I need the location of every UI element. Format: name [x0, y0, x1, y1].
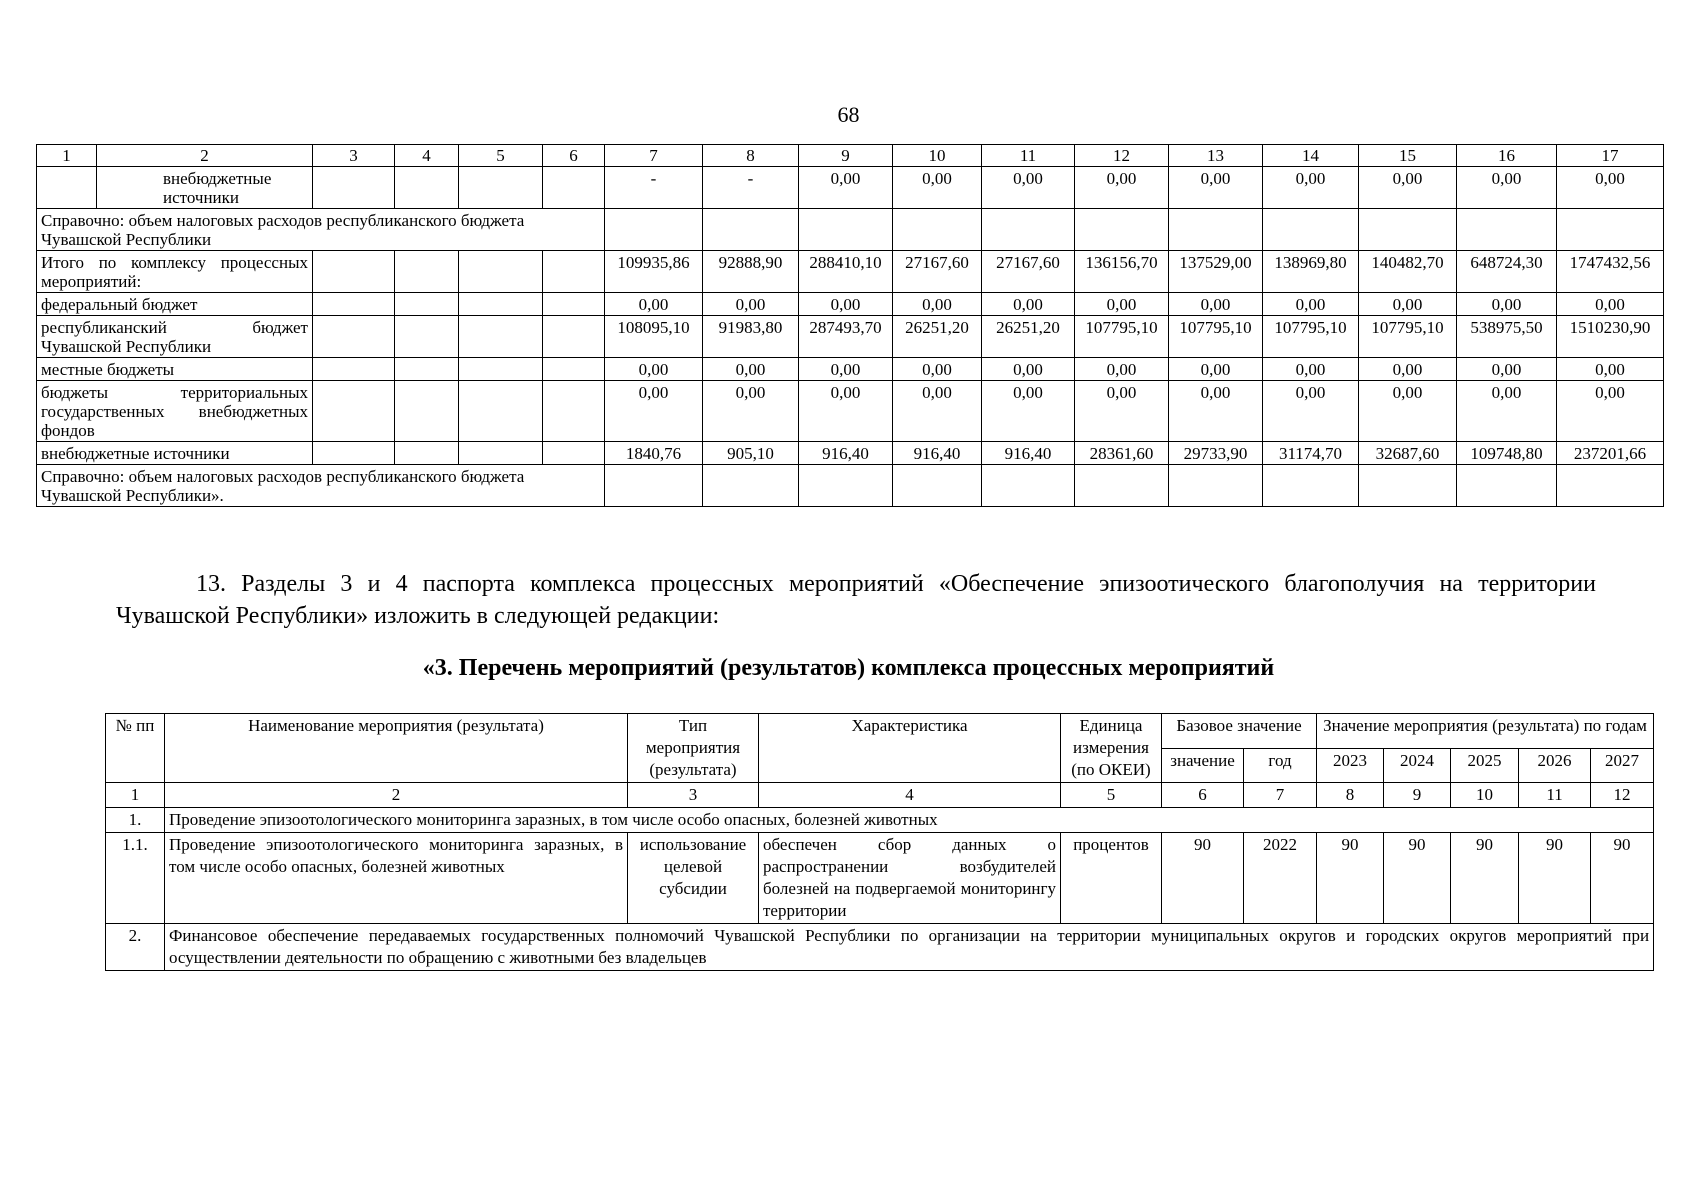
empty-cell	[313, 293, 395, 316]
table-row	[37, 381, 1664, 442]
empty-cell	[459, 358, 543, 381]
empty-cell	[1263, 209, 1359, 251]
empty-cell	[459, 442, 543, 465]
year-value: 90	[1384, 833, 1451, 924]
value-cell: 0,00	[1263, 293, 1359, 316]
value-cell: 0,00	[893, 381, 982, 442]
value-cell: 0,00	[1457, 358, 1557, 381]
empty-cell	[395, 251, 459, 293]
column-number: 7	[1244, 783, 1317, 808]
value-cell: 0,00	[1557, 167, 1664, 209]
value-cell: 0,00	[1557, 293, 1664, 316]
header-type: Тип мероприятия (результата)	[628, 714, 759, 783]
measure-type: использование целевой субсидии	[628, 833, 759, 924]
column-number: 10	[1451, 783, 1519, 808]
empty-cell	[459, 316, 543, 358]
table-row	[37, 251, 1664, 293]
value-cell: 140482,70	[1359, 251, 1457, 293]
row-label: местные бюджеты	[37, 358, 313, 381]
value-cell: 91983,80	[703, 316, 799, 358]
empty-cell	[982, 465, 1075, 507]
value-cell: 0,00	[1075, 381, 1169, 442]
empty-cell	[395, 316, 459, 358]
value-cell: 107795,10	[1075, 316, 1169, 358]
empty-cell	[313, 316, 395, 358]
value-cell: 538975,50	[1457, 316, 1557, 358]
reference-row	[37, 209, 1664, 251]
value-cell: 0,00	[1075, 167, 1169, 209]
value-cell: 28361,60	[1075, 442, 1169, 465]
reference-note: Справочно: объем налоговых расходов республиканского бюджета Чувашской Республики».	[37, 465, 605, 507]
header-base-value: значение	[1162, 748, 1244, 783]
empty-cell	[1557, 465, 1664, 507]
column-number: 3	[628, 783, 759, 808]
row-number: 1.	[106, 808, 165, 833]
value-cell: -	[703, 167, 799, 209]
value-cell: 0,00	[1263, 167, 1359, 209]
value-cell: 288410,10	[799, 251, 893, 293]
column-number: 8	[703, 145, 799, 167]
column-number: 4	[395, 145, 459, 167]
empty-cell	[982, 209, 1075, 251]
value-cell: 27167,60	[893, 251, 982, 293]
empty-cell	[313, 167, 395, 209]
empty-cell	[1557, 209, 1664, 251]
empty-cell	[893, 209, 982, 251]
empty-cell	[37, 167, 97, 209]
page-number: 68	[837, 102, 860, 127]
column-number: 7	[605, 145, 703, 167]
value-cell: 916,40	[799, 442, 893, 465]
header-no: № пп	[106, 714, 165, 783]
value-cell: 0,00	[1457, 167, 1557, 209]
value-cell: 1747432,56	[1557, 251, 1664, 293]
measure-unit: процентов	[1061, 833, 1162, 924]
value-cell: 108095,10	[605, 316, 703, 358]
empty-cell	[1263, 465, 1359, 507]
empty-cell	[799, 465, 893, 507]
empty-cell	[1075, 209, 1169, 251]
column-number: 9	[1384, 783, 1451, 808]
empty-cell	[395, 358, 459, 381]
column-number: 11	[982, 145, 1075, 167]
value-cell: 905,10	[703, 442, 799, 465]
empty-cell	[543, 251, 605, 293]
value-cell: 29733,90	[1169, 442, 1263, 465]
value-cell: 92888,90	[703, 251, 799, 293]
table-row	[37, 167, 1664, 209]
value-cell: 0,00	[799, 381, 893, 442]
value-cell: 648724,30	[1457, 251, 1557, 293]
value-cell: 0,00	[799, 167, 893, 209]
empty-cell	[313, 381, 395, 442]
value-cell: 237201,66	[1557, 442, 1664, 465]
value-cell: 0,00	[982, 358, 1075, 381]
empty-cell	[543, 293, 605, 316]
header-year: 2024	[1384, 748, 1451, 783]
reference-row	[37, 465, 1664, 507]
empty-cell	[543, 381, 605, 442]
value-cell: 916,40	[893, 442, 982, 465]
table-row	[37, 293, 1664, 316]
value-cell: 0,00	[703, 381, 799, 442]
value-cell: 1840,76	[605, 442, 703, 465]
empty-cell	[543, 358, 605, 381]
value-cell: 0,00	[605, 293, 703, 316]
column-number: 17	[1557, 145, 1664, 167]
value-cell: 107795,10	[1359, 316, 1457, 358]
value-cell: 0,00	[703, 358, 799, 381]
header-year: 2025	[1451, 748, 1519, 783]
value-cell: 0,00	[982, 167, 1075, 209]
row-label: республиканский бюджет Чувашской Республики	[37, 316, 313, 358]
column-number: 2	[165, 783, 628, 808]
column-number: 16	[1457, 145, 1557, 167]
value-cell: 137529,00	[1169, 251, 1263, 293]
header-year: 2023	[1317, 748, 1384, 783]
value-cell: 0,00	[1169, 293, 1263, 316]
table-row	[37, 316, 1664, 358]
column-number-row	[106, 783, 1654, 808]
value-cell: 107795,10	[1263, 316, 1359, 358]
empty-cell	[1169, 465, 1263, 507]
value-cell: 0,00	[703, 293, 799, 316]
empty-cell	[459, 381, 543, 442]
value-cell: 0,00	[1169, 381, 1263, 442]
column-number: 8	[1317, 783, 1384, 808]
empty-cell	[1359, 209, 1457, 251]
column-number: 4	[759, 783, 1061, 808]
column-number: 14	[1263, 145, 1359, 167]
column-number: 11	[1519, 783, 1591, 808]
value-cell: 109935,86	[605, 251, 703, 293]
header-base: Базовое значение	[1162, 714, 1317, 749]
empty-cell	[1457, 209, 1557, 251]
row-number: 1.1.	[106, 833, 165, 924]
value-cell: 0,00	[1557, 381, 1664, 442]
value-cell: 136156,70	[1075, 251, 1169, 293]
value-cell: 27167,60	[982, 251, 1075, 293]
value-cell: 0,00	[1359, 293, 1457, 316]
value-cell: 0,00	[1359, 167, 1457, 209]
column-number: 6	[1162, 783, 1244, 808]
section-row	[106, 808, 1654, 833]
section-row	[106, 924, 1654, 971]
value-cell: 916,40	[982, 442, 1075, 465]
value-cell: 1510230,90	[1557, 316, 1664, 358]
value-cell: 0,00	[1169, 167, 1263, 209]
header-name: Наименование мероприятия (результата)	[165, 714, 628, 783]
value-cell: 0,00	[1075, 293, 1169, 316]
empty-cell	[1457, 465, 1557, 507]
empty-cell	[1169, 209, 1263, 251]
empty-cell	[459, 293, 543, 316]
year-value: 90	[1317, 833, 1384, 924]
value-cell: 0,00	[982, 293, 1075, 316]
value-cell: 107795,10	[1169, 316, 1263, 358]
value-cell: 0,00	[893, 167, 982, 209]
value-cell: 0,00	[1263, 358, 1359, 381]
empty-cell	[313, 358, 395, 381]
header-unit: Единица измерения (по ОКЕИ)	[1061, 714, 1162, 783]
column-number: 1	[37, 145, 97, 167]
empty-cell	[1075, 465, 1169, 507]
column-number: 12	[1591, 783, 1654, 808]
column-number: 3	[313, 145, 395, 167]
measure-characteristic: обеспечен сбор данных о распространении возбудителей болезней на подвергаемой мониторингу территории	[759, 833, 1061, 924]
value-cell: 0,00	[1359, 358, 1457, 381]
value-cell: 0,00	[1169, 358, 1263, 381]
value-cell: 0,00	[1457, 381, 1557, 442]
empty-cell	[543, 442, 605, 465]
value-cell: 0,00	[605, 358, 703, 381]
year-value: 90	[1519, 833, 1591, 924]
column-number: 6	[543, 145, 605, 167]
value-cell: 109748,80	[1457, 442, 1557, 465]
value-cell: 0,00	[799, 293, 893, 316]
header-base-year: год	[1244, 748, 1317, 783]
measures-table	[105, 713, 1654, 971]
empty-cell	[395, 381, 459, 442]
measure-name: Проведение эпизоотологического мониторинга заразных, в том числе особо опасных, болезней животных	[165, 833, 628, 924]
reference-note: Справочно: объем налоговых расходов республиканского бюджета Чувашской Республики	[37, 209, 605, 251]
empty-cell	[395, 167, 459, 209]
section-title: Проведение эпизоотологического мониторинга заразных, в том числе особо опасных, болезней животных	[165, 808, 1654, 833]
empty-cell	[605, 465, 703, 507]
value-cell: 0,00	[1457, 293, 1557, 316]
empty-cell	[703, 465, 799, 507]
table-row	[37, 358, 1664, 381]
value-cell: 0,00	[893, 358, 982, 381]
base-year: 2022	[1244, 833, 1317, 924]
column-number-row	[37, 145, 1664, 167]
value-cell: 26251,20	[982, 316, 1075, 358]
row-number: 2.	[106, 924, 165, 971]
year-value: 90	[1451, 833, 1519, 924]
row-label: Итого по комплексу процессных мероприятий:	[37, 251, 313, 293]
empty-cell	[395, 442, 459, 465]
column-number: 2	[97, 145, 313, 167]
empty-cell	[1359, 465, 1457, 507]
table-row	[106, 833, 1654, 924]
header-characteristic: Характеристика	[759, 714, 1061, 783]
empty-cell	[543, 167, 605, 209]
column-number: 5	[459, 145, 543, 167]
table-row	[37, 442, 1664, 465]
empty-cell	[313, 442, 395, 465]
section-heading: «3. Перечень мероприятий (результатов) комплекса процессных мероприятий	[422, 655, 1275, 681]
section-title: Финансовое обеспечение передаваемых государственных полномочий Чувашской Республики по организации на территории муниципальных округов и городских округов мероприятий при осуществлении деятельности по обращению с животными без владельцев	[165, 924, 1654, 971]
empty-cell	[605, 209, 703, 251]
value-cell: 138969,80	[1263, 251, 1359, 293]
base-value: 90	[1162, 833, 1244, 924]
row-label: бюджеты территориальных государственных внебюджетных фондов	[37, 381, 313, 442]
header-row	[106, 714, 1654, 749]
value-cell: 0,00	[605, 381, 703, 442]
column-number: 12	[1075, 145, 1169, 167]
row-label: внебюджетные источники	[37, 442, 313, 465]
column-number: 5	[1061, 783, 1162, 808]
empty-cell	[703, 209, 799, 251]
value-cell: 0,00	[1263, 381, 1359, 442]
empty-cell	[459, 167, 543, 209]
amendment-paragraph: 13. Разделы 3 и 4 паспорта комплекса процессных мероприятий «Обеспечение эпизоотического благополучия на территории Чувашской Республики» изложить в следующей редакции:	[116, 571, 1596, 629]
value-cell: 26251,20	[893, 316, 982, 358]
value-cell: 0,00	[893, 293, 982, 316]
year-value: 90	[1591, 833, 1654, 924]
value-cell: -	[605, 167, 703, 209]
header-year: 2027	[1591, 748, 1654, 783]
column-number: 10	[893, 145, 982, 167]
row-label: федеральный бюджет	[37, 293, 313, 316]
empty-cell	[313, 251, 395, 293]
column-number: 9	[799, 145, 893, 167]
value-cell: 0,00	[799, 358, 893, 381]
empty-cell	[459, 251, 543, 293]
empty-cell	[799, 209, 893, 251]
value-cell: 0,00	[982, 381, 1075, 442]
header-values-by-year: Значение мероприятия (результата) по годам	[1317, 714, 1654, 749]
row-label: внебюджетные источники	[97, 167, 313, 209]
value-cell: 32687,60	[1359, 442, 1457, 465]
empty-cell	[543, 316, 605, 358]
header-year: 2026	[1519, 748, 1591, 783]
column-number: 13	[1169, 145, 1263, 167]
value-cell: 31174,70	[1263, 442, 1359, 465]
column-number: 15	[1359, 145, 1457, 167]
value-cell: 0,00	[1359, 381, 1457, 442]
empty-cell	[395, 293, 459, 316]
value-cell: 0,00	[1557, 358, 1664, 381]
value-cell: 0,00	[1075, 358, 1169, 381]
column-number: 1	[106, 783, 165, 808]
funding-table	[36, 144, 1664, 507]
value-cell: 287493,70	[799, 316, 893, 358]
empty-cell	[893, 465, 982, 507]
